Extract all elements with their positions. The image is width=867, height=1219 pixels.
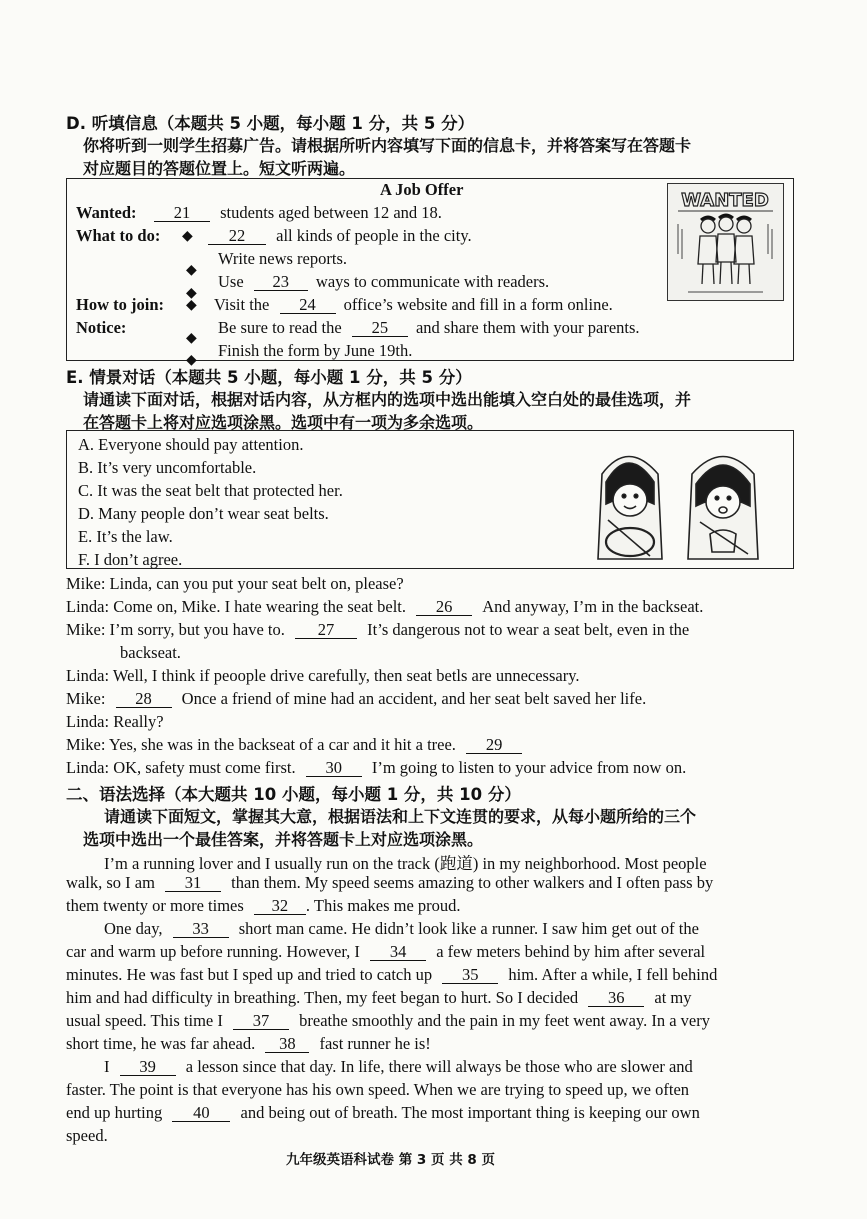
dialogue-line-4: Linda: Well, I think if peoople drive carefully, then seat betls are unnecessary. — [66, 666, 580, 685]
p2l2-post: a few meters behind by him after several — [436, 942, 706, 961]
p2l6-pre: short time, he was far ahead. — [66, 1034, 256, 1053]
p3l1-pre: I — [104, 1057, 110, 1076]
p1l2-pre: walk, so I am — [66, 873, 155, 892]
section-e-instruction-2: 在答题卡上将对应选项涂黑。选项中有一项为多余选项。 — [83, 413, 484, 432]
what-to-do-text: all kinds of people in the city. — [276, 226, 472, 245]
wanted-poster-image — [667, 183, 784, 301]
passage-p2-l1 — [104, 919, 699, 939]
blank-28[interactable]: 28 — [116, 691, 172, 708]
p3l3-pre: end up hurting — [66, 1103, 163, 1122]
dialogue-line-3-pre: Mike: I’m sorry, but you have to. — [66, 620, 285, 639]
section-two-instruction-2: 选项中选出一个最佳答案，并将答题卡上对应选项涂黑。 — [83, 830, 484, 849]
diamond-bullet-icon: ◆ — [186, 331, 197, 346]
diamond-bullet-icon: ◆ — [186, 263, 197, 278]
wanted-poster-illustration — [668, 184, 783, 300]
dialogue-line-7 — [66, 735, 522, 755]
use-post: ways to communicate with readers. — [315, 272, 550, 291]
option-e: E. It’s the law. — [78, 527, 173, 546]
p2l3-pre: minutes. He was fast but I sped up and tried to catch up — [66, 965, 433, 984]
p2l5-pre: usual speed. This time I — [66, 1011, 223, 1030]
blank-25[interactable]: 25 — [352, 320, 408, 337]
blank-24[interactable]: 24 — [280, 297, 336, 314]
dialogue-line-5 — [66, 689, 646, 709]
dialogue-line-8-pre: Linda: OK, safety must come first. — [66, 758, 296, 777]
section-d-instruction-1: 你将听到一则学生招募广告。请根据所听内容填写下面的信息卡，并将答案写在答题卡 — [83, 136, 692, 155]
what-to-do-line — [208, 226, 472, 246]
blank-34[interactable]: 34 — [370, 944, 426, 961]
blank-40[interactable]: 40 — [172, 1105, 230, 1122]
blank-37[interactable]: 37 — [233, 1013, 289, 1030]
section-e-heading: E. 情景对话（本题共 5 小题，每小题 1 分，共 5 分） — [66, 368, 472, 387]
passage-p2-l6 — [66, 1034, 431, 1054]
blank-23[interactable]: 23 — [254, 274, 308, 291]
p2l2-pre: car and warm up before running. However, I — [66, 942, 360, 961]
blank-31[interactable]: 31 — [165, 875, 221, 892]
passage-p3-l2: faster. The point is that everyone has his own speed. When we are trying to speed up, we often — [66, 1080, 690, 1099]
blank-22[interactable]: 22 — [208, 228, 266, 245]
dialogue-line-1: Mike: Linda, can you put your seat belt on, please? — [66, 574, 404, 593]
blank-29[interactable]: 29 — [466, 737, 522, 754]
dialogue-line-7-pre: Mike: Yes, she was in the backseat of a car and it hit a tree. — [66, 735, 456, 754]
dialogue-line-6: Linda: Really? — [66, 712, 164, 731]
blank-30[interactable]: 30 — [306, 760, 362, 777]
write-news-line: Write news reports. — [218, 249, 348, 268]
option-b: B. It’s very uncomfortable. — [78, 458, 257, 477]
p2l3-post: him. After a while, I fell behind — [508, 965, 718, 984]
wanted-text: students aged between 12 and 18. — [220, 203, 442, 222]
notice-label: Notice: — [76, 318, 127, 337]
wanted-line — [154, 203, 442, 223]
dialogue-line-2 — [66, 597, 703, 617]
passage-p1-l2 — [66, 873, 713, 893]
section-d-heading: D. 听填信息（本题共 5 小题，每小题 1 分，共 5 分） — [66, 114, 475, 133]
blank-33[interactable]: 33 — [173, 921, 229, 938]
visit-line — [214, 295, 613, 315]
dialogue-line-3-cont: backseat. — [120, 643, 181, 662]
passage-p3-l1 — [104, 1057, 693, 1077]
p1l3-post: . This makes me proud. — [305, 896, 461, 915]
blank-35[interactable]: 35 — [442, 967, 498, 984]
passage-p2-l5 — [66, 1011, 710, 1031]
passage-p2-l3 — [66, 965, 717, 985]
section-d-instruction-2: 对应题目的答题位置上。短文听两遍。 — [83, 159, 356, 178]
blank-36[interactable]: 36 — [588, 990, 644, 1007]
p2l5-post: breathe smoothly and the pain in my feet went away. In a very — [299, 1011, 710, 1030]
passage-p1-l1: I’m a running lover and I usually run on the track (跑道) in my neighborhood. Most people — [104, 854, 707, 873]
p3l1-post: a lesson since that day. In life, there will always be those who are slower and — [185, 1057, 693, 1076]
blank-38[interactable]: 38 — [265, 1036, 309, 1053]
blank-26[interactable]: 26 — [416, 599, 472, 616]
dialogue-line-2-post: And anyway, I’m in the backseat. — [482, 597, 704, 616]
passage-p2-l4 — [66, 988, 692, 1008]
p2l1-pre: One day, — [104, 919, 163, 938]
notice-post: and share them with your parents. — [415, 318, 640, 337]
use-line — [218, 272, 549, 292]
notice-pre: Be sure to read the — [218, 318, 342, 337]
finish-line: Finish the form by June 19th. — [218, 341, 413, 360]
dialogue-line-5-pre: Mike: — [66, 689, 106, 708]
visit-pre: Visit the — [214, 295, 270, 314]
p2l4-post: at my — [654, 988, 692, 1007]
visit-post: office’s website and fill in a form online. — [343, 295, 613, 314]
p2l4-pre: him and had difficulty in breathing. Then, my feet began to hurt. So I decided — [66, 988, 579, 1007]
seatbelt-kids-image — [588, 434, 778, 564]
passage-p2-l2 — [66, 942, 705, 962]
option-a: A. Everyone should pay attention. — [78, 435, 304, 454]
section-two-instruction-1: 请通读下面短文，掌握其大意，根据语法和上下文连贯的要求，从每小题所给的三个 — [104, 807, 697, 826]
dialogue-line-8 — [66, 758, 686, 778]
option-c: C. It was the seat belt that protected her. — [78, 481, 343, 500]
p2l1-post: short man came. He didn’t look like a runner. I saw him get out of the — [238, 919, 699, 938]
p1l2-post: than them. My speed seems amazing to other walkers and I often pass by — [231, 873, 714, 892]
blank-32[interactable]: 32 — [254, 898, 306, 915]
wanted-label: Wanted: — [76, 203, 137, 222]
card-title: A Job Offer — [380, 180, 464, 199]
seatbelt-kids-illustration — [588, 434, 778, 564]
use-pre: Use — [218, 272, 244, 291]
what-to-do-label: What to do: — [76, 226, 161, 245]
section-two-heading: 二、语法选择（本大题共 10 小题，每小题 1 分，共 10 分） — [66, 785, 521, 804]
p1l3-pre: them twenty or more times — [66, 896, 244, 915]
diamond-bullet-icon: ◆ — [186, 286, 197, 301]
dialogue-line-3-post: It’s dangerous not to wear a seat belt, even in the — [367, 620, 690, 639]
blank-27[interactable]: 27 — [295, 622, 357, 639]
passage-p1-l3 — [66, 896, 461, 916]
blank-21[interactable]: 21 — [154, 205, 210, 222]
diamond-bullet-icon: ◆ — [186, 298, 197, 313]
p3l3-post: and being out of breath. The most important thing is keeping our own — [240, 1103, 700, 1122]
blank-39[interactable]: 39 — [120, 1059, 176, 1076]
diamond-bullet-icon: ◆ — [186, 353, 197, 368]
poster-wanted-lettering: WANTED — [681, 190, 769, 211]
diamond-bullet-icon: ◆ — [182, 229, 193, 244]
notice-line — [218, 318, 640, 338]
dialogue-line-2-pre: Linda: Come on, Mike. I hate wearing the seat belt. — [66, 597, 406, 616]
dialogue-line-3 — [66, 620, 689, 640]
section-e-instruction-1: 请通读下面对话，根据对话内容，从方框内的选项中选出能填入空白处的最佳选项，并 — [83, 390, 692, 409]
page-footer: 九年级英语科试卷 第 3 页 共 8 页 — [286, 1152, 495, 1168]
option-f: F. I don’t agree. — [78, 550, 183, 569]
passage-p3-l3 — [66, 1103, 700, 1123]
passage-p3-l4: speed. — [66, 1126, 108, 1145]
dialogue-line-8-post: I’m going to listen to your advice from now on. — [371, 758, 687, 777]
dialogue-line-5-post: Once a friend of mine had an accident, and her seat belt saved her life. — [181, 689, 647, 708]
p2l6-post: fast runner he is! — [319, 1034, 431, 1053]
how-to-join-label: How to join: — [76, 295, 164, 314]
option-d: D. Many people don’t wear seat belts. — [78, 504, 329, 523]
